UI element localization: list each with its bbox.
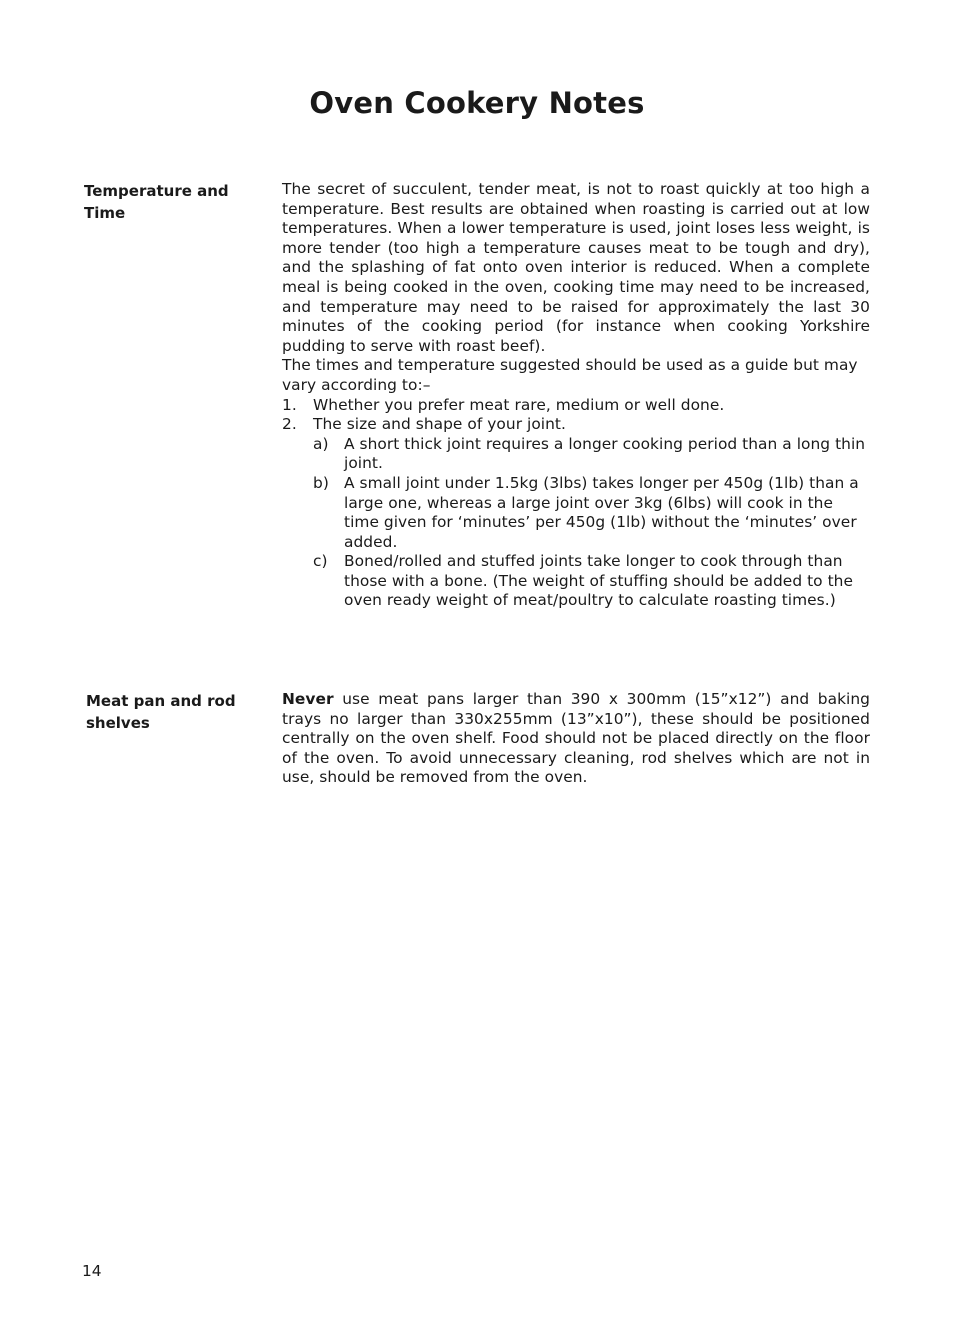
sub-list — [313, 435, 870, 611]
sub-list-marker: a) — [313, 434, 329, 453]
list-item — [282, 415, 870, 611]
paragraph — [282, 690, 870, 788]
sub-list-item — [313, 435, 870, 474]
list-marker: 2. — [282, 415, 297, 434]
paragraph: The secret of succulent, tender meat, is not to roast quickly at too high a temperature. Best results are obtained when roasting is carried out at low temperatures. When a lower temperature is used, joint loses less weight, is more tender (too high a temperature causes meat to be tough and dry), and the splashing of fat onto oven interior is reduced. When a complete meal is being cooked in the oven, cooking time may need to be increased, and temperature may need to be raised for approximately the last 30 minutes of the cooking period (for instance when cooking Yorkshire pudding to serve with roast beef). — [282, 180, 870, 355]
sub-list-marker: c) — [313, 552, 328, 571]
list-item — [282, 396, 870, 416]
paragraph: The times and temperature suggested should be used as a guide but may vary according to:– — [282, 356, 858, 394]
sub-list-marker: b) — [313, 473, 329, 492]
page-number: 14 — [82, 1262, 102, 1280]
section-label: Temperature and Time — [84, 182, 229, 222]
section-body — [282, 690, 870, 788]
sub-list-item-text: A small joint under 1.5kg (3lbs) takes longer per 450g (1lb) than a large one, whereas a large joint over 3kg (6lbs) will cook in the time given for ‘minutes’ per 450g (1lb) without the ‘minutes’ over added. — [344, 473, 859, 551]
sub-list-item-text: A short thick joint requires a longer cooking period than a long thin joint. — [344, 434, 866, 473]
list-marker: 1. — [282, 395, 297, 414]
list-item-text: The size and shape of your joint. — [313, 415, 566, 434]
numbered-list — [282, 396, 870, 612]
sub-list-item — [313, 474, 870, 552]
bold-lead-word: Never — [282, 690, 334, 708]
list-item-text: Whether you prefer meat rare, medium or well done. — [313, 395, 725, 414]
sub-list-item — [313, 552, 870, 611]
section-body — [282, 180, 870, 611]
section-label: Meat pan and rod shelves — [86, 692, 236, 732]
sub-list-item-text: Boned/rolled and stuffed joints take longer to cook through than those with a bone. (The weight of stuffing should be added to the oven ready weight of meat/poultry to calculate roasting times.) — [344, 552, 853, 610]
page-title: Oven Cookery Notes — [309, 86, 645, 120]
paragraph-text: use meat pans larger than 390 x 300mm (15”x12”) and baking trays no larger than 330x255mm (13”x10”), these should be positioned centrally on the oven shelf. Food should not be placed directly on the floor of the oven. To avoid unnecessary cleaning, rod shelves which are not in use, should be removed from the oven. — [282, 690, 870, 787]
